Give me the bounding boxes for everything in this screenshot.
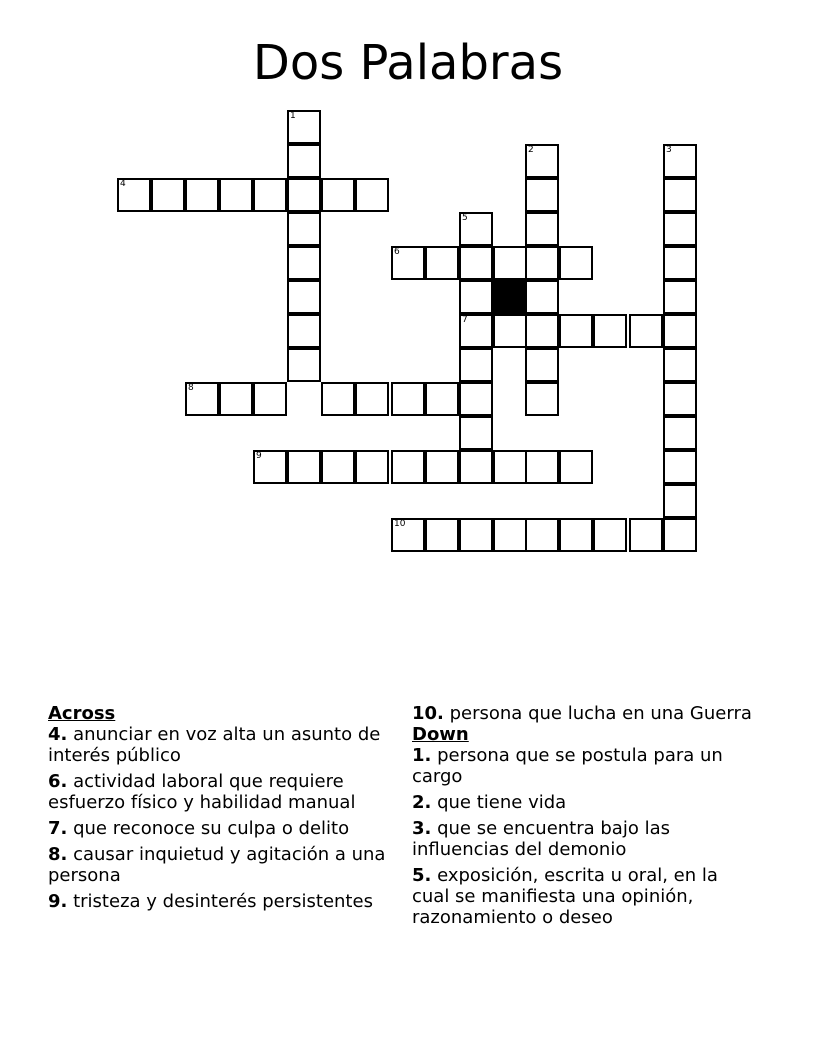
clue-down-2: [412, 792, 757, 813]
crossword-cell[interactable]: [321, 450, 355, 484]
clue-text: persona que lucha en una Guerra: [443, 703, 752, 724]
crossword-cell[interactable]: [459, 416, 493, 450]
clue-across-10: [412, 703, 757, 724]
crossword-cell[interactable]: [663, 212, 697, 246]
crossword-cell[interactable]: [525, 246, 559, 280]
clue-number: 6.: [48, 771, 68, 792]
crossword-cell[interactable]: [525, 314, 559, 348]
crossword-cell[interactable]: [151, 178, 185, 212]
crossword-cell[interactable]: [253, 178, 287, 212]
clue-across-9: [48, 891, 393, 912]
clue-number-label: 2: [528, 145, 534, 155]
clue-number: 3.: [412, 818, 432, 839]
crossword-cell[interactable]: [593, 518, 627, 552]
page-title: Dos Palabras: [252, 35, 564, 91]
clue-text: causar inquietud y agitación a una persona: [48, 844, 386, 886]
crossword-cell[interactable]: [525, 144, 559, 178]
crossword-cell[interactable]: [525, 178, 559, 212]
clue-number: 4.: [48, 724, 68, 745]
crossword-cell[interactable]: [355, 382, 389, 416]
clue-across-8: [48, 844, 393, 886]
clue-down-1: [412, 745, 757, 787]
clues-right-column: [412, 703, 757, 928]
crossword-cell[interactable]: [459, 280, 493, 314]
crossword-cell[interactable]: [185, 178, 219, 212]
clue-number: 5.: [412, 865, 432, 886]
clue-number: 9.: [48, 891, 68, 912]
crossword-cell[interactable]: [185, 382, 219, 416]
crossword-cell[interactable]: [663, 280, 697, 314]
clue-text: exposición, escrita u oral, en la cual se manifiesta una opinión, razonamiento o deseo: [412, 865, 718, 928]
crossword-cell[interactable]: [287, 178, 321, 212]
crossword-cell[interactable]: [663, 450, 697, 484]
crossword-cell[interactable]: [629, 518, 663, 552]
crossword-cell[interactable]: [663, 246, 697, 280]
clue-number-label: 7: [462, 315, 468, 325]
clues-left-column: [48, 703, 393, 917]
crossword-cell[interactable]: [117, 178, 151, 212]
crossword-cell[interactable]: [391, 518, 425, 552]
crossword-cell[interactable]: [559, 314, 593, 348]
crossword-cell[interactable]: [459, 450, 493, 484]
clue-number: 2.: [412, 792, 432, 813]
crossword-cell[interactable]: [287, 348, 321, 382]
crossword-cell[interactable]: [321, 178, 355, 212]
clue-text: que tiene vida: [431, 792, 567, 813]
clue-text: anunciar en voz alta un asunto de interés público: [48, 724, 381, 766]
crossword-cell[interactable]: [391, 246, 425, 280]
crossword-cell[interactable]: [559, 246, 593, 280]
crossword-cell[interactable]: [663, 484, 697, 518]
clue-text: persona que se postula para un cargo: [412, 745, 723, 787]
crossword-cell[interactable]: [493, 246, 527, 280]
crossword-cell[interactable]: [459, 518, 493, 552]
clue-text: actividad laboral que requiere esfuerzo físico y habilidad manual: [48, 771, 356, 813]
crossword-cell[interactable]: [391, 382, 425, 416]
crossword-cell[interactable]: [287, 314, 321, 348]
crossword-cell[interactable]: [559, 518, 593, 552]
crossword-cell[interactable]: [593, 314, 627, 348]
crossword-cell[interactable]: [321, 382, 355, 416]
clue-number-label: 6: [394, 247, 400, 257]
crossword-cell[interactable]: [287, 246, 321, 280]
crossword-cell[interactable]: [663, 382, 697, 416]
crossword-cell[interactable]: [525, 348, 559, 382]
crossword-cell[interactable]: [287, 110, 321, 144]
crossword-cell[interactable]: [425, 246, 459, 280]
across-heading: Across: [48, 703, 116, 724]
crossword-cell[interactable]: [253, 382, 287, 416]
crossword-cell[interactable]: [219, 178, 253, 212]
crossword-cell[interactable]: [663, 518, 697, 552]
crossword-cell[interactable]: [663, 314, 697, 348]
crossword-cell[interactable]: [459, 212, 493, 246]
clue-text: que reconoce su culpa o delito: [67, 818, 350, 839]
crossword-cell[interactable]: [287, 450, 321, 484]
clue-number-label: 1: [290, 111, 296, 121]
crossword-cell[interactable]: [663, 144, 697, 178]
clue-number-label: 8: [188, 383, 194, 393]
crossword-cell[interactable]: [459, 348, 493, 382]
clue-number-label: 3: [666, 145, 672, 155]
clue-down-5: [412, 865, 757, 928]
crossword-cell[interactable]: [355, 450, 389, 484]
down-heading: Down: [412, 724, 469, 745]
clue-text: tristeza y desinterés persistentes: [67, 891, 373, 912]
crossword-cell[interactable]: [629, 314, 663, 348]
clue-across-7: [48, 818, 393, 839]
crossword-cell[interactable]: [253, 450, 287, 484]
clue-down-3: [412, 818, 757, 860]
clue-number-label: 4: [120, 179, 126, 189]
crossword-cell[interactable]: [219, 382, 253, 416]
crossword-cell[interactable]: [525, 280, 559, 314]
crossword-cell[interactable]: [459, 382, 493, 416]
clue-number: 7.: [48, 818, 68, 839]
crossword-cell[interactable]: [525, 518, 559, 552]
crossword-cell[interactable]: [525, 450, 559, 484]
clue-number-label: 9: [256, 451, 262, 461]
clue-number-label: 10: [394, 519, 406, 529]
clue-text: que se encuentra bajo las influencias del demonio: [412, 818, 670, 860]
crossword-cell[interactable]: [391, 450, 425, 484]
crossword-cell[interactable]: [525, 382, 559, 416]
crossword-cell[interactable]: [287, 212, 321, 246]
crossword-cell[interactable]: [559, 450, 593, 484]
crossword-cell[interactable]: [459, 246, 493, 280]
crossword-cell[interactable]: [525, 212, 559, 246]
crossword-cell[interactable]: [425, 518, 459, 552]
clue-across-4: [48, 724, 393, 766]
clue-number: 10.: [412, 703, 444, 724]
crossword-cell[interactable]: [663, 178, 697, 212]
clue-number-label: 5: [462, 213, 468, 223]
crossword-cell[interactable]: [355, 178, 389, 212]
crossword-cell[interactable]: [425, 382, 459, 416]
crossword-cell[interactable]: [287, 280, 321, 314]
crossword-cell[interactable]: [663, 416, 697, 450]
clue-number: 1.: [412, 745, 432, 766]
clue-number: 8.: [48, 844, 68, 865]
crossword-cell[interactable]: [493, 314, 527, 348]
crossword-cell[interactable]: [425, 450, 459, 484]
crossword-cell[interactable]: [493, 450, 527, 484]
crossword-black-cell: [493, 280, 527, 314]
crossword-cell[interactable]: [493, 518, 527, 552]
clue-across-6: [48, 771, 393, 813]
crossword-cell[interactable]: [287, 144, 321, 178]
crossword-cell[interactable]: [663, 348, 697, 382]
crossword-cell[interactable]: [459, 314, 493, 348]
